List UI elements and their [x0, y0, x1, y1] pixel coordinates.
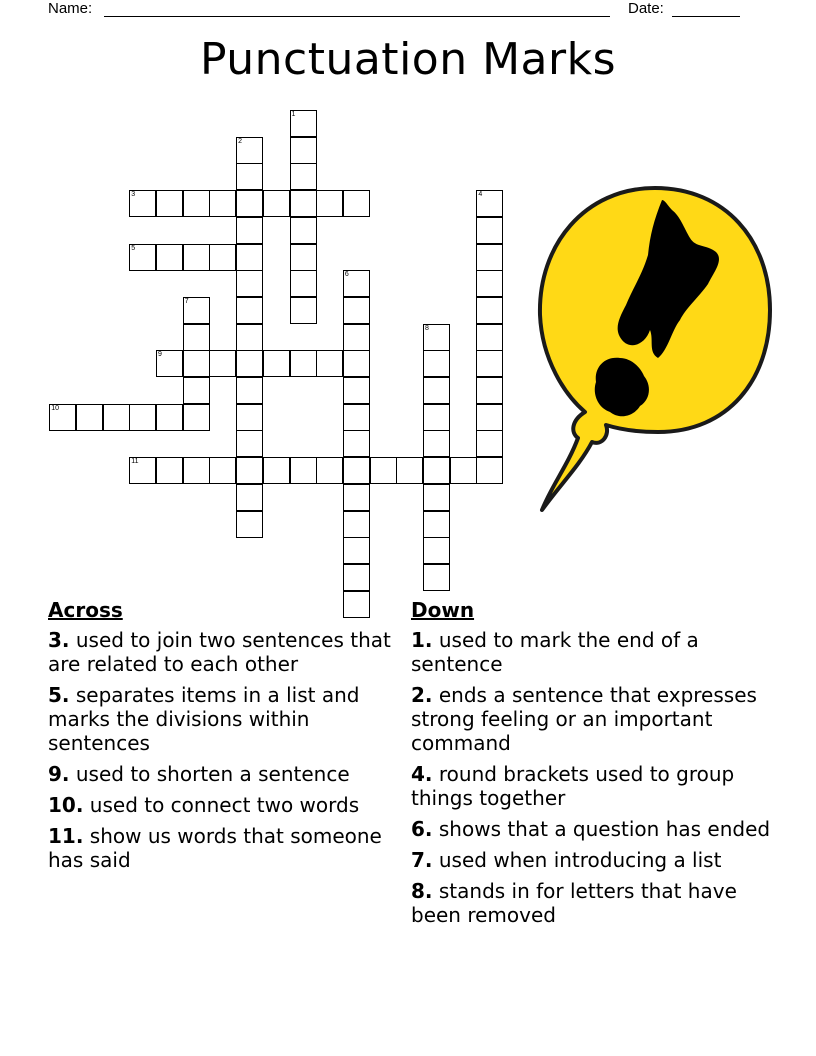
clue-number: 1. — [411, 628, 433, 652]
crossword-cell[interactable] — [316, 190, 343, 217]
crossword-cell[interactable] — [236, 137, 263, 164]
crossword-cell[interactable] — [290, 110, 317, 137]
down-clue — [411, 683, 771, 755]
clue-text: used to shorten a sentence — [69, 762, 350, 786]
crossword-cell[interactable] — [236, 163, 263, 190]
crossword-cell[interactable] — [156, 350, 183, 377]
cell-number: 6 — [344, 271, 349, 279]
cell-number: 5 — [131, 244, 136, 252]
crossword-cell[interactable] — [290, 350, 317, 377]
crossword-cell[interactable] — [236, 190, 263, 217]
across-clue — [48, 762, 393, 786]
clue-number: 6. — [411, 817, 433, 841]
crossword-cell[interactable] — [156, 457, 183, 484]
date-label: Date: — [628, 0, 664, 17]
crossword-cell[interactable] — [290, 137, 317, 164]
clue-text: shows that a question has ended — [432, 817, 771, 841]
across-clue — [48, 628, 393, 676]
crossword-cell[interactable] — [183, 324, 210, 351]
crossword-cell[interactable] — [209, 457, 236, 484]
cell-number: 4 — [478, 191, 483, 199]
crossword-cell[interactable] — [183, 350, 210, 377]
crossword-cell[interactable] — [476, 190, 503, 217]
crossword-cell[interactable] — [343, 190, 370, 217]
across-clues — [48, 598, 393, 879]
crossword-cell[interactable] — [316, 350, 343, 377]
crossword-cell[interactable] — [236, 270, 263, 297]
clue-text: used to mark the end of a sentence — [411, 628, 699, 676]
crossword-cell[interactable] — [290, 244, 317, 271]
crossword-cell[interactable] — [236, 217, 263, 244]
down-clue — [411, 762, 771, 810]
down-clue — [411, 628, 771, 676]
crossword-cell[interactable] — [423, 484, 450, 511]
crossword-cell[interactable] — [183, 404, 210, 431]
crossword-cell[interactable] — [263, 350, 290, 377]
crossword-cell[interactable] — [49, 404, 76, 431]
crossword-cell[interactable] — [423, 564, 450, 591]
cell-number: 3 — [131, 191, 136, 199]
down-heading: Down — [411, 598, 475, 622]
crossword-cell[interactable] — [290, 270, 317, 297]
crossword-cell[interactable] — [343, 537, 370, 564]
crossword-cell[interactable] — [156, 244, 183, 271]
clue-number: 3. — [48, 628, 70, 652]
crossword-cell[interactable] — [343, 324, 370, 351]
clue-text: ends a sentence that expresses strong feeling or an important command — [411, 683, 757, 755]
crossword-cell[interactable] — [476, 270, 503, 297]
crossword-cell[interactable] — [450, 457, 477, 484]
crossword-cell[interactable] — [476, 377, 503, 404]
cell-number: 7 — [184, 297, 189, 305]
crossword-cell[interactable] — [343, 350, 370, 377]
clue-number: 10. — [48, 793, 84, 817]
crossword-cell[interactable] — [423, 377, 450, 404]
cell-number: 10 — [51, 404, 59, 412]
clue-text: stands in for letters that have been removed — [411, 879, 737, 927]
clue-number: 11. — [48, 824, 84, 848]
crossword-cell[interactable] — [209, 244, 236, 271]
crossword-cell[interactable] — [236, 244, 263, 271]
crossword-cell[interactable] — [343, 564, 370, 591]
crossword-cell[interactable] — [423, 324, 450, 351]
crossword-cell[interactable] — [343, 430, 370, 457]
crossword-cell[interactable] — [236, 297, 263, 324]
clue-number: 4. — [411, 762, 433, 786]
crossword-cell[interactable] — [343, 270, 370, 297]
cell-number: 8 — [425, 324, 429, 332]
punctuation-bubble-illustration — [530, 180, 780, 520]
crossword-cell[interactable] — [476, 404, 503, 431]
crossword-cell[interactable] — [129, 404, 156, 431]
cell-number: 11 — [131, 458, 139, 466]
crossword-cell[interactable] — [343, 484, 370, 511]
cell-number: 2 — [238, 137, 242, 145]
crossword-cell[interactable] — [263, 457, 290, 484]
crossword-cell[interactable] — [290, 163, 317, 190]
cell-number: 9 — [158, 351, 162, 359]
down-clue — [411, 817, 771, 841]
crossword-cell[interactable] — [476, 457, 503, 484]
crossword-cell[interactable] — [476, 217, 503, 244]
crossword-cell[interactable] — [343, 297, 370, 324]
across-clue — [48, 683, 393, 755]
crossword-cell[interactable] — [236, 404, 263, 431]
clue-number: 5. — [48, 683, 70, 707]
crossword-cell[interactable] — [343, 457, 370, 484]
crossword-cell[interactable] — [476, 244, 503, 271]
across-clue — [48, 824, 393, 872]
clue-number: 8. — [411, 879, 433, 903]
crossword-cell[interactable] — [183, 457, 210, 484]
page-title: Punctuation Marks — [199, 34, 616, 85]
crossword-cell[interactable] — [423, 430, 450, 457]
clue-text: separates items in a list and marks the divisions within sentences — [48, 683, 360, 755]
down-clues — [411, 598, 771, 934]
crossword-cell[interactable] — [129, 457, 156, 484]
crossword-cell[interactable] — [476, 350, 503, 377]
crossword-cell[interactable] — [343, 511, 370, 538]
crossword-cell[interactable] — [183, 190, 210, 217]
clue-number: 7. — [411, 848, 433, 872]
crossword-cell[interactable] — [476, 297, 503, 324]
crossword-cell[interactable] — [236, 350, 263, 377]
clue-number: 2. — [411, 683, 433, 707]
clue-text: used to join two sentences that are related to each other — [48, 628, 391, 676]
crossword-cell[interactable] — [476, 324, 503, 351]
crossword-cell[interactable] — [316, 457, 343, 484]
crossword-cell[interactable] — [423, 404, 450, 431]
crossword-cell[interactable] — [290, 457, 317, 484]
clue-text: used when introducing a list — [432, 848, 722, 872]
name-label: Name: — [48, 0, 93, 17]
crossword-cell[interactable] — [290, 297, 317, 324]
down-clue — [411, 879, 771, 927]
crossword-cell[interactable] — [236, 324, 263, 351]
cell-number: 1 — [291, 111, 296, 118]
crossword-cell[interactable] — [156, 190, 183, 217]
crossword-cell[interactable] — [156, 404, 183, 431]
crossword-cell[interactable] — [263, 190, 290, 217]
crossword-cell[interactable] — [209, 190, 236, 217]
crossword-cell[interactable] — [236, 511, 263, 538]
crossword-cell[interactable] — [183, 244, 210, 271]
crossword-cell[interactable] — [423, 350, 450, 377]
across-heading: Across — [48, 598, 123, 622]
crossword-cell[interactable] — [183, 377, 210, 404]
crossword-cell[interactable] — [236, 484, 263, 511]
crossword-cell[interactable] — [423, 511, 450, 538]
down-clue — [411, 848, 771, 872]
crossword-cell[interactable] — [343, 377, 370, 404]
crossword-cell[interactable] — [236, 377, 263, 404]
across-clue — [48, 793, 393, 817]
crossword-cell[interactable] — [290, 190, 317, 217]
crossword-cell[interactable] — [129, 244, 156, 271]
crossword-cell[interactable] — [209, 350, 236, 377]
crossword-cell[interactable] — [423, 457, 450, 484]
crossword-cell[interactable] — [103, 404, 130, 431]
crossword-cell[interactable] — [183, 297, 210, 324]
crossword-cell[interactable] — [423, 537, 450, 564]
clue-number: 9. — [48, 762, 70, 786]
clue-text: show us words that someone has said — [48, 824, 382, 872]
clue-text: used to connect two words — [83, 793, 360, 817]
crossword-cell[interactable] — [290, 217, 317, 244]
crossword-cell[interactable] — [129, 190, 156, 217]
crossword-cell[interactable] — [236, 457, 263, 484]
crossword-cell[interactable] — [370, 457, 397, 484]
clue-text: round brackets used to group things together — [411, 762, 735, 810]
crossword-cell[interactable] — [76, 404, 103, 431]
crossword-cell[interactable] — [396, 457, 423, 484]
crossword-cell[interactable] — [236, 430, 263, 457]
crossword-cell[interactable] — [343, 404, 370, 431]
crossword-cell[interactable] — [476, 430, 503, 457]
